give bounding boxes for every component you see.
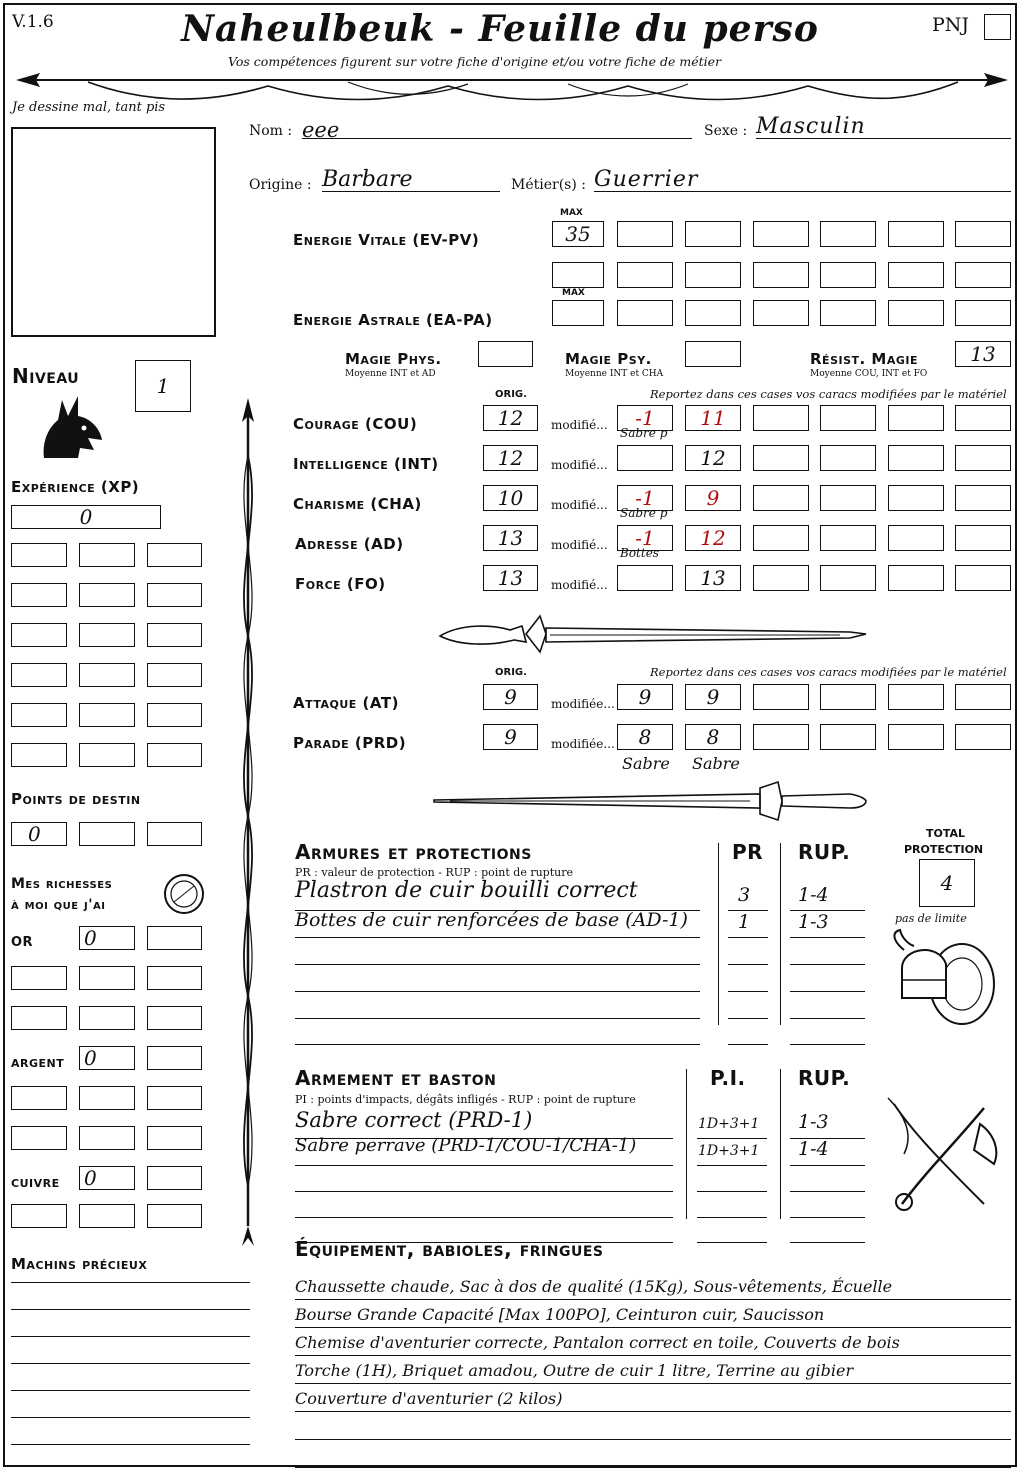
- sexe-label: Sexe :: [704, 123, 748, 139]
- weapon-rup-line[interactable]: [790, 1216, 865, 1243]
- ev-box[interactable]: [552, 262, 604, 288]
- magie-phys-value: [479, 342, 532, 366]
- ev-box[interactable]: [685, 262, 741, 288]
- money-box[interactable]: [79, 1046, 135, 1070]
- niveau-box[interactable]: [135, 360, 191, 412]
- stat-final-box[interactable]: [685, 485, 741, 511]
- weapon-pi: 1D+3+1: [698, 1143, 760, 1159]
- xp-label: Expérience (XP): [11, 478, 140, 496]
- armor-name-line[interactable]: [295, 938, 700, 965]
- ev-box[interactable]: [888, 262, 944, 288]
- money-box[interactable]: [79, 1166, 135, 1190]
- stat-orig-box[interactable]: [483, 565, 538, 591]
- money-box[interactable]: [11, 966, 67, 990]
- parade-orig-box[interactable]: [483, 724, 538, 750]
- stat-orig-value: 10: [497, 486, 524, 510]
- total-protection-value: 4: [940, 871, 954, 895]
- stat-mod-note: Sabre p: [620, 506, 668, 520]
- stat-box[interactable]: [955, 525, 1011, 551]
- staff-ornament: [226, 396, 270, 1246]
- precious-line[interactable]: [11, 1417, 250, 1418]
- stat-modif-label: modifié...: [551, 458, 608, 472]
- armor-rup-line[interactable]: [790, 1018, 865, 1045]
- armement-pi-header: P.I.: [710, 1066, 746, 1090]
- ea-box[interactable]: [753, 300, 809, 326]
- page-subtitle: Vos compétences figurent sur votre fiche d'origine et/ou votre fiche de métier: [228, 54, 722, 69]
- armor-pr-line[interactable]: [728, 965, 768, 992]
- stat-box[interactable]: [753, 525, 809, 551]
- xp-box[interactable]: [79, 623, 135, 647]
- metier-value: Guerrier: [594, 167, 699, 192]
- equipement-title: Équipement, babioles, fringues: [295, 1237, 604, 1261]
- money-box[interactable]: [11, 1086, 67, 1110]
- precious-line[interactable]: [11, 1390, 250, 1391]
- equipment-text: Chaussette chaude, Sac à dos de qualité (15Kg), Sous-vêtements, Écuelle: [295, 1277, 893, 1296]
- combat-orig-label: ORIG.: [495, 667, 527, 678]
- stat-final-value: 11: [700, 406, 726, 430]
- stat-final-box[interactable]: [685, 565, 741, 591]
- weapon-rup-line[interactable]: [790, 1165, 865, 1192]
- armor-name: Bottes de cuir renforcées de base (AD-1): [295, 909, 688, 931]
- xp-box[interactable]: [11, 543, 67, 567]
- money-box[interactable]: [147, 1126, 202, 1150]
- dragon-head-icon: [38, 392, 106, 464]
- stat-modif-label: modifié...: [551, 578, 608, 592]
- attaque-final-box[interactable]: [685, 684, 741, 710]
- ea-max-label: MAX: [562, 288, 585, 298]
- xp-box[interactable]: [147, 703, 202, 727]
- ev-box[interactable]: [888, 221, 944, 247]
- armement-note: PI : points d'impacts, dégâts infligés - RUP : point de rupture: [295, 1093, 636, 1106]
- stat-orig-box[interactable]: [483, 525, 538, 551]
- stat-orig-value: 13: [497, 566, 524, 590]
- stat-box[interactable]: [955, 485, 1011, 511]
- stat-box[interactable]: [820, 485, 876, 511]
- precious-line[interactable]: [11, 1282, 250, 1283]
- money-box[interactable]: [147, 1046, 202, 1070]
- sword-ornament: [430, 614, 870, 654]
- stat-mod-note: Bottes: [620, 546, 659, 560]
- armement-divider: [780, 1069, 781, 1219]
- stat-label: Intelligence (INT): [293, 455, 439, 473]
- equipment-line[interactable]: [295, 1415, 1011, 1440]
- attaque-box[interactable]: [888, 684, 944, 710]
- total-protection-box[interactable]: [919, 859, 975, 907]
- ea-box[interactable]: [617, 300, 673, 326]
- sword-ornament: [430, 778, 870, 824]
- magie-psy-box[interactable]: [685, 341, 741, 367]
- weapon-name-line[interactable]: [295, 1191, 673, 1218]
- weapon-rup-line[interactable]: [790, 1191, 865, 1218]
- stat-box[interactable]: [753, 485, 809, 511]
- or-label: OR: [11, 935, 34, 950]
- stat-final-value: 9: [706, 486, 720, 510]
- destin-label: Points de destin: [11, 790, 141, 808]
- stat-box[interactable]: [820, 525, 876, 551]
- attaque-orig-box[interactable]: [483, 684, 538, 710]
- weapon-rup: 1-3: [798, 1111, 829, 1133]
- stat-orig-box[interactable]: [483, 445, 538, 471]
- armures-divider: [718, 843, 719, 1025]
- magie-psy-value: [686, 342, 740, 366]
- armor-name-line[interactable]: [295, 965, 700, 992]
- armor-name: Plastron de cuir bouilli correct: [295, 878, 638, 903]
- stat-box[interactable]: [888, 445, 944, 471]
- magie-psy-note: Moyenne INT et CHA: [565, 369, 664, 379]
- money-value: 0: [84, 1046, 97, 1070]
- pnj-checkbox[interactable]: [984, 14, 1011, 40]
- ev-box[interactable]: [753, 262, 809, 288]
- xp-box[interactable]: [11, 505, 161, 529]
- parade-mod-value: 8: [638, 725, 652, 749]
- attaque-label: Attaque (AT): [293, 694, 399, 712]
- armor-pr-line[interactable]: [728, 992, 768, 1019]
- weapons-crossed-icon: [884, 1094, 1008, 1220]
- stat-final-box[interactable]: [685, 445, 741, 471]
- parade-final-box[interactable]: [685, 724, 741, 750]
- total-protection-label: PROTECTION: [904, 843, 984, 856]
- sexe-field[interactable]: [756, 114, 1011, 139]
- pas-de-limite-note: pas de limite: [895, 912, 967, 925]
- stats-orig-label: ORIG.: [495, 389, 527, 400]
- money-box[interactable]: [147, 966, 202, 990]
- weapon-name: Sabre correct (PRD-1): [295, 1108, 533, 1132]
- version-label: V.1.6: [12, 12, 54, 32]
- nom-label: Nom :: [249, 123, 293, 139]
- weapon-name: Sabre perrave (PRD-1/COU-1/CHA-1): [295, 1135, 637, 1156]
- stat-box[interactable]: [955, 445, 1011, 471]
- money-box[interactable]: [79, 966, 135, 990]
- stat-mod-note: Sabre p: [620, 426, 668, 440]
- destin-box[interactable]: [79, 822, 135, 846]
- niveau-label: Niveau: [12, 364, 80, 388]
- origine-label: Origine :: [249, 177, 312, 193]
- destin-box[interactable]: [147, 822, 202, 846]
- nom-field[interactable]: [302, 118, 692, 142]
- stat-mod-box[interactable]: [617, 445, 673, 471]
- ev-max-label: MAX: [560, 208, 583, 218]
- total-label: TOTAL: [926, 827, 966, 840]
- money-box[interactable]: [79, 1086, 135, 1110]
- xp-box[interactable]: [147, 543, 202, 567]
- stat-modif-label: modifié...: [551, 498, 608, 512]
- stat-box[interactable]: [888, 525, 944, 551]
- stat-label: Adresse (AD): [295, 535, 404, 553]
- armures-pr-header: PR: [732, 840, 764, 864]
- attaque-mod-value: 9: [638, 685, 652, 709]
- stat-orig-box[interactable]: [483, 485, 538, 511]
- weapon-name-line[interactable]: [295, 1165, 673, 1192]
- xp-box[interactable]: [79, 663, 135, 687]
- stat-mod-value: -1: [635, 406, 655, 430]
- origine-value: Barbare: [322, 167, 413, 192]
- xp-box[interactable]: [11, 623, 67, 647]
- armures-note: PR : valeur de protection - RUP : point de rupture: [295, 866, 573, 879]
- helmet-shield-icon: [888, 928, 1000, 1028]
- stat-box[interactable]: [888, 405, 944, 431]
- armor-pr: 3: [738, 884, 751, 906]
- stat-orig-value: 12: [497, 406, 524, 430]
- magie-psy-label: Magie Psy.: [565, 350, 652, 368]
- parade-mod-note: Sabre: [622, 754, 670, 773]
- stat-orig-value: 12: [497, 446, 524, 470]
- xp-box[interactable]: [147, 623, 202, 647]
- cuivre-label: CUIVRE: [11, 1177, 60, 1190]
- attaque-modif-label: modifiée...: [551, 697, 615, 711]
- precious-line[interactable]: [11, 1444, 250, 1445]
- ev-max-box[interactable]: [552, 221, 604, 247]
- parade-modif-label: modifiée...: [551, 737, 615, 751]
- armures-rup-header: RUP.: [798, 840, 851, 864]
- armor-pr-line[interactable]: [728, 938, 768, 965]
- money-box[interactable]: [79, 926, 135, 950]
- xp-value: 0: [79, 505, 93, 529]
- money-box[interactable]: [147, 1166, 202, 1190]
- resist-magie-note: Moyenne COU, INT et FO: [810, 369, 928, 379]
- weapon-pi-line[interactable]: [697, 1216, 767, 1243]
- ev-box[interactable]: [753, 221, 809, 247]
- armures-title: Armures et protections: [295, 840, 532, 864]
- stat-box[interactable]: [753, 405, 809, 431]
- weapon-pi: 1D+3+1: [698, 1116, 760, 1132]
- money-box[interactable]: [147, 1006, 202, 1030]
- stat-mod-value: -1: [635, 526, 655, 550]
- metier-field[interactable]: [594, 167, 1011, 192]
- ea-box[interactable]: [820, 300, 876, 326]
- stat-mod-value: [618, 446, 672, 470]
- attaque-final-value: 9: [706, 685, 720, 709]
- stat-box[interactable]: [753, 565, 809, 591]
- stat-box[interactable]: [955, 565, 1011, 591]
- magie-phys-note: Moyenne INT et AD: [345, 369, 436, 379]
- stats-report-note: Reportez dans ces cases vos caracs modifiées par le matériel: [650, 387, 1007, 401]
- xp-box[interactable]: [147, 583, 202, 607]
- richesses-label-1: Mes richesses: [11, 876, 113, 892]
- equipment-text: Bourse Grande Capacité [Max 100PO], Ceinturon cuir, Saucisson: [295, 1305, 825, 1324]
- armor-rup-line[interactable]: [790, 992, 865, 1019]
- xp-box[interactable]: [79, 703, 135, 727]
- stat-modif-label: modifié...: [551, 418, 608, 432]
- xp-box[interactable]: [11, 583, 67, 607]
- money-value: 0: [84, 1166, 97, 1190]
- weapon-pi-line[interactable]: [697, 1191, 767, 1218]
- armor-rup-line[interactable]: [790, 965, 865, 992]
- xp-box[interactable]: [79, 543, 135, 567]
- parade-orig-value: 9: [504, 725, 517, 749]
- ev-box[interactable]: [617, 262, 673, 288]
- stat-label: Force (FO): [295, 575, 386, 593]
- ev-max-value: 35: [565, 222, 591, 246]
- resist-magie-value: 13: [970, 342, 996, 366]
- attaque-box[interactable]: [955, 684, 1011, 710]
- ev-box[interactable]: [617, 221, 673, 247]
- ev-label: Energie Vitale (EV-PV): [293, 231, 480, 249]
- parade-box[interactable]: [955, 724, 1011, 750]
- money-box[interactable]: [11, 1204, 67, 1228]
- pnj-label: PNJ: [932, 14, 970, 36]
- portrait-caption: Je dessine mal, tant pis: [12, 100, 166, 115]
- parade-box[interactable]: [888, 724, 944, 750]
- stat-box[interactable]: [888, 565, 944, 591]
- parade-mod-box[interactable]: [617, 724, 673, 750]
- armement-title: Armement et baston: [295, 1066, 497, 1090]
- armor-rup: 1-4: [798, 884, 829, 906]
- magie-phys-label: Magie Phys.: [345, 350, 442, 368]
- ea-box[interactable]: [685, 300, 741, 326]
- stat-label: Charisme (CHA): [293, 495, 422, 513]
- parade-box[interactable]: [753, 724, 809, 750]
- xp-box[interactable]: [147, 663, 202, 687]
- parade-label: Parade (PRD): [293, 734, 407, 752]
- money-value: 0: [84, 926, 97, 950]
- ea-box[interactable]: [888, 300, 944, 326]
- attaque-box[interactable]: [753, 684, 809, 710]
- xp-box[interactable]: [147, 743, 202, 767]
- money-box[interactable]: [147, 926, 202, 950]
- argent-label: ARGENT: [11, 1057, 65, 1070]
- stat-orig-value: 13: [497, 526, 524, 550]
- stat-box[interactable]: [888, 485, 944, 511]
- armor-rup-line[interactable]: [790, 938, 865, 965]
- equipment-text: Chemise d'aventurier correcte, Pantalon correct en toile, Couverts de bois: [295, 1333, 900, 1352]
- ev-box[interactable]: [955, 262, 1011, 288]
- armor-name-line[interactable]: [295, 992, 700, 1019]
- stat-final-value: 12: [700, 446, 726, 470]
- destin-box[interactable]: [11, 822, 67, 846]
- attaque-orig-value: 9: [504, 685, 517, 709]
- stat-box[interactable]: [820, 565, 876, 591]
- precious-line[interactable]: [11, 1363, 250, 1364]
- niveau-value: 1: [156, 374, 170, 398]
- money-box[interactable]: [79, 1204, 135, 1228]
- armor-name-line[interactable]: [295, 1018, 700, 1045]
- combat-report-note: Reportez dans ces cases vos caracs modifiées par le matériel: [650, 665, 1007, 679]
- ea-max-box[interactable]: [552, 300, 604, 326]
- resist-magie-box[interactable]: [955, 341, 1011, 367]
- stat-final-box[interactable]: [685, 405, 741, 431]
- xp-box[interactable]: [11, 743, 67, 767]
- precious-line[interactable]: [11, 1309, 250, 1310]
- stat-box[interactable]: [820, 445, 876, 471]
- armures-divider: [780, 843, 781, 1025]
- attaque-mod-box[interactable]: [617, 684, 673, 710]
- money-box[interactable]: [79, 1126, 135, 1150]
- destin-value: 0: [28, 822, 41, 846]
- stat-final-value: 12: [700, 526, 726, 550]
- weapon-rup: 1-4: [798, 1138, 829, 1160]
- money-box[interactable]: [79, 1006, 135, 1030]
- parade-box[interactable]: [820, 724, 876, 750]
- stat-orig-box[interactable]: [483, 405, 538, 431]
- stat-box[interactable]: [955, 405, 1011, 431]
- origine-field[interactable]: [322, 167, 500, 192]
- weapon-pi-line[interactable]: [697, 1165, 767, 1192]
- stat-mod-value: [618, 566, 672, 590]
- xp-box[interactable]: [79, 583, 135, 607]
- precious-line[interactable]: [11, 1336, 250, 1337]
- armor-rup: 1-3: [798, 911, 829, 933]
- sexe-value: Masculin: [756, 114, 866, 139]
- xp-box[interactable]: [11, 703, 67, 727]
- stat-box[interactable]: [820, 405, 876, 431]
- ea-label: Energie Astrale (EA-PA): [293, 311, 493, 329]
- stat-mod-value: -1: [635, 486, 655, 510]
- machins-precieux-label: Machins précieux: [11, 1255, 148, 1273]
- metier-label: Métier(s) :: [511, 177, 586, 193]
- money-box[interactable]: [11, 1006, 67, 1030]
- parade-final-note: Sabre: [692, 754, 740, 773]
- xp-box[interactable]: [11, 663, 67, 687]
- equipment-text: Couverture d'aventurier (2 kilos): [295, 1389, 563, 1408]
- page-title: Naheulbeuk - Feuille du perso: [181, 8, 819, 50]
- ev-box[interactable]: [955, 221, 1011, 247]
- ev-box[interactable]: [820, 221, 876, 247]
- portrait-box[interactable]: [11, 127, 216, 337]
- equipment-text: Torche (1H), Briquet amadou, Outre de cuir 1 litre, Terrine au gibier: [295, 1361, 854, 1380]
- money-box[interactable]: [11, 1126, 67, 1150]
- ea-max-value: [553, 301, 603, 325]
- armement-rup-header: RUP.: [798, 1066, 851, 1090]
- coin-icon: [162, 872, 206, 916]
- money-box[interactable]: [147, 1086, 202, 1110]
- xp-box[interactable]: [79, 743, 135, 767]
- richesses-label-2: à moi que j'ai: [11, 897, 106, 913]
- stat-final-box[interactable]: [685, 525, 741, 551]
- stat-label: Courage (COU): [293, 415, 418, 433]
- ev-box[interactable]: [820, 262, 876, 288]
- attaque-box[interactable]: [820, 684, 876, 710]
- stat-final-value: 13: [700, 566, 726, 590]
- armor-pr: 1: [738, 911, 751, 933]
- parade-final-value: 8: [706, 725, 720, 749]
- stat-box[interactable]: [753, 445, 809, 471]
- resist-magie-label: Résist. Magie: [810, 350, 919, 368]
- magie-phys-box[interactable]: [478, 341, 533, 367]
- armement-divider: [686, 1069, 687, 1219]
- nom-value: eee: [302, 118, 340, 142]
- stat-modif-label: modifié...: [551, 538, 608, 552]
- armor-pr-line[interactable]: [728, 1018, 768, 1045]
- ea-box[interactable]: [955, 300, 1011, 326]
- equipment-line[interactable]: [295, 1443, 1011, 1468]
- stat-mod-box[interactable]: [617, 565, 673, 591]
- money-box[interactable]: [147, 1204, 202, 1228]
- ev-box[interactable]: [685, 221, 741, 247]
